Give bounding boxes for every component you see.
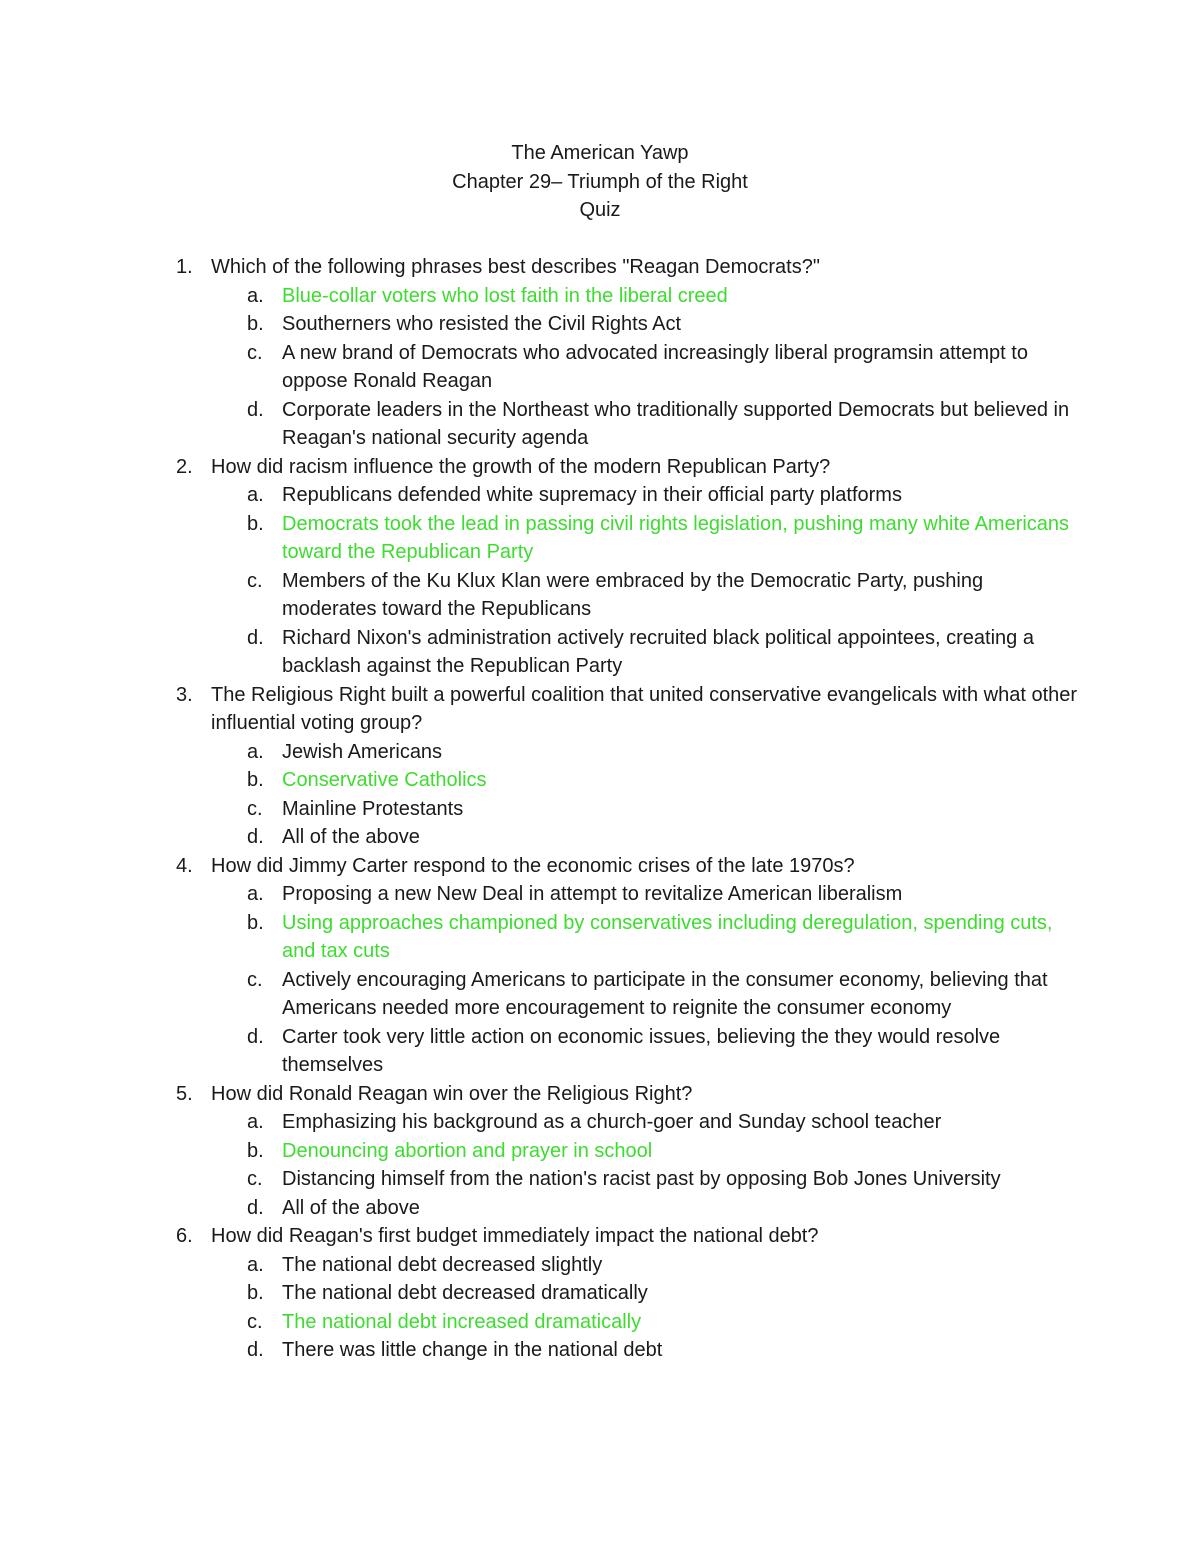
answer-option <box>211 966 1080 1023</box>
question-number: 3. <box>176 683 193 706</box>
option-letter: a. <box>247 883 264 905</box>
quiz-question <box>0 1080 1200 1223</box>
option-text: Carter took very little action on economic issues, believing the they would resolve themselves <box>282 1025 1001 1076</box>
option-letter: a. <box>247 284 264 307</box>
option-text: Blue-collar voters who lost faith in the liberal creed <box>282 284 728 307</box>
answer-options <box>211 282 1080 453</box>
option-text: Proposing a new New Deal in attempt to revitalize American liberalism <box>282 883 903 905</box>
quiz-question <box>0 1222 1200 1365</box>
answer-option <box>211 795 1080 824</box>
answer-option-correct <box>211 766 1080 795</box>
option-text: The national debt increased dramatically <box>282 1310 642 1333</box>
quiz-question <box>0 681 1200 852</box>
option-letter: c. <box>247 1310 263 1333</box>
option-text: Using approaches championed by conservatives including deregulation, spending cuts, and tax cuts <box>282 911 1053 962</box>
option-letter: c. <box>247 968 263 991</box>
option-text: There was little change in the national debt <box>282 1339 663 1361</box>
question-text: How did Jimmy Carter respond to the economic crises of the late 1970s? <box>211 854 855 877</box>
option-text: Richard Nixon's administration actively recruited black political appointees, creating a backlash against the Republican Party <box>282 626 1034 677</box>
document-title: The American Yawp <box>511 142 689 164</box>
question-number: 6. <box>176 1225 193 1247</box>
option-letter: b. <box>247 769 264 791</box>
option-letter: b. <box>247 1139 264 1162</box>
question-number: 2. <box>176 455 193 478</box>
answer-option <box>211 823 1080 852</box>
option-text: The national debt decreased slightly <box>282 1253 603 1276</box>
answer-option <box>211 310 1080 339</box>
option-text: Emphasizing his background as a church-goer and Sunday school teacher <box>282 1111 942 1133</box>
option-text: All of the above <box>282 1196 420 1219</box>
answer-option <box>211 396 1080 453</box>
option-letter: b. <box>247 313 264 335</box>
quiz-question <box>0 852 1200 1080</box>
answer-option <box>211 1336 1080 1365</box>
option-text: A new brand of Democrats who advocated increasingly liberal programsin attempt to oppose Ronald Reagan <box>282 341 1028 392</box>
quiz-list <box>0 253 1200 1365</box>
option-text: Denouncing abortion and prayer in school <box>282 1139 653 1162</box>
option-text: Mainline Protestants <box>282 797 464 820</box>
answer-option-correct <box>211 282 1080 311</box>
answer-options <box>211 1251 1080 1365</box>
question-text: How did Reagan's first budget immediately impact the national debt? <box>211 1225 819 1247</box>
question-text: Which of the following phrases best describes "Reagan Democrats?" <box>211 256 820 278</box>
question-number: 1. <box>176 256 193 278</box>
answer-option <box>211 1165 1080 1194</box>
option-letter: a. <box>247 1253 264 1276</box>
option-letter: d. <box>247 1025 264 1048</box>
option-letter: b. <box>247 911 264 934</box>
answer-option-correct <box>211 1308 1080 1337</box>
answer-options <box>211 1108 1080 1222</box>
question-text: How did racism influence the growth of the modern Republican Party? <box>211 455 831 478</box>
option-text: Democrats took the lead in passing civil rights legislation, pushing many white Americans toward the Republican Party <box>282 512 1070 563</box>
answer-option <box>211 567 1080 624</box>
answer-option-correct <box>211 510 1080 567</box>
option-letter: a. <box>247 1111 264 1133</box>
answer-option <box>211 339 1080 396</box>
option-text: Actively encouraging Americans to participate in the consumer economy, believing that Americans needed more encouragement to reignite the consumer economy <box>282 968 1048 1019</box>
answer-option-correct <box>211 909 1080 966</box>
answer-option <box>211 1251 1080 1280</box>
option-letter: c. <box>247 797 263 820</box>
answer-option <box>211 738 1080 767</box>
answer-option <box>211 880 1080 909</box>
answer-option <box>211 1108 1080 1137</box>
document-header <box>0 139 1200 225</box>
answer-option <box>211 624 1080 681</box>
question-number: 5. <box>176 1082 193 1105</box>
question-text: How did Ronald Reagan win over the Religious Right? <box>211 1082 693 1105</box>
quiz-question <box>0 453 1200 681</box>
option-text: Corporate leaders in the Northeast who traditionally supported Democrats but believed in Reagan's national security agenda <box>282 398 1070 449</box>
option-letter: c. <box>247 569 263 592</box>
answer-options <box>211 738 1080 852</box>
question-text: The Religious Right built a powerful coalition that united conservative evangelicals with what other influential voting group? <box>211 683 1078 734</box>
option-letter: d. <box>247 826 264 848</box>
option-letter: c. <box>247 341 263 364</box>
answer-options <box>211 880 1080 1080</box>
option-text: Jewish Americans <box>282 740 443 763</box>
quiz-question <box>0 253 1200 453</box>
option-letter: c. <box>247 1168 263 1190</box>
option-letter: a. <box>247 484 264 506</box>
option-text: Conservative Catholics <box>282 769 487 791</box>
option-text: Southerners who resisted the Civil Rights Act <box>282 313 682 335</box>
chapter-title: Chapter 29– Triumph of the Right <box>452 170 748 193</box>
answer-options <box>211 481 1080 681</box>
option-letter: d. <box>247 1339 264 1361</box>
option-text: The national debt decreased dramatically <box>282 1282 648 1304</box>
option-letter: d. <box>247 626 264 649</box>
question-number: 4. <box>176 854 193 877</box>
answer-option <box>211 481 1080 510</box>
option-letter: b. <box>247 1282 264 1304</box>
option-letter: d. <box>247 1196 264 1219</box>
option-letter: d. <box>247 398 264 421</box>
option-text: Members of the Ku Klux Klan were embraced by the Democratic Party, pushing moderates toward the Republicans <box>282 569 984 620</box>
option-text: All of the above <box>282 826 420 848</box>
option-letter: b. <box>247 512 264 535</box>
option-text: Distancing himself from the nation's racist past by opposing Bob Jones University <box>282 1168 1001 1190</box>
answer-option <box>211 1194 1080 1223</box>
answer-option <box>211 1279 1080 1308</box>
answer-option <box>211 1023 1080 1080</box>
answer-option-correct <box>211 1137 1080 1166</box>
quiz-subtitle: Quiz <box>579 199 621 221</box>
option-letter: a. <box>247 740 264 763</box>
option-text: Republicans defended white supremacy in their official party platforms <box>282 484 902 506</box>
